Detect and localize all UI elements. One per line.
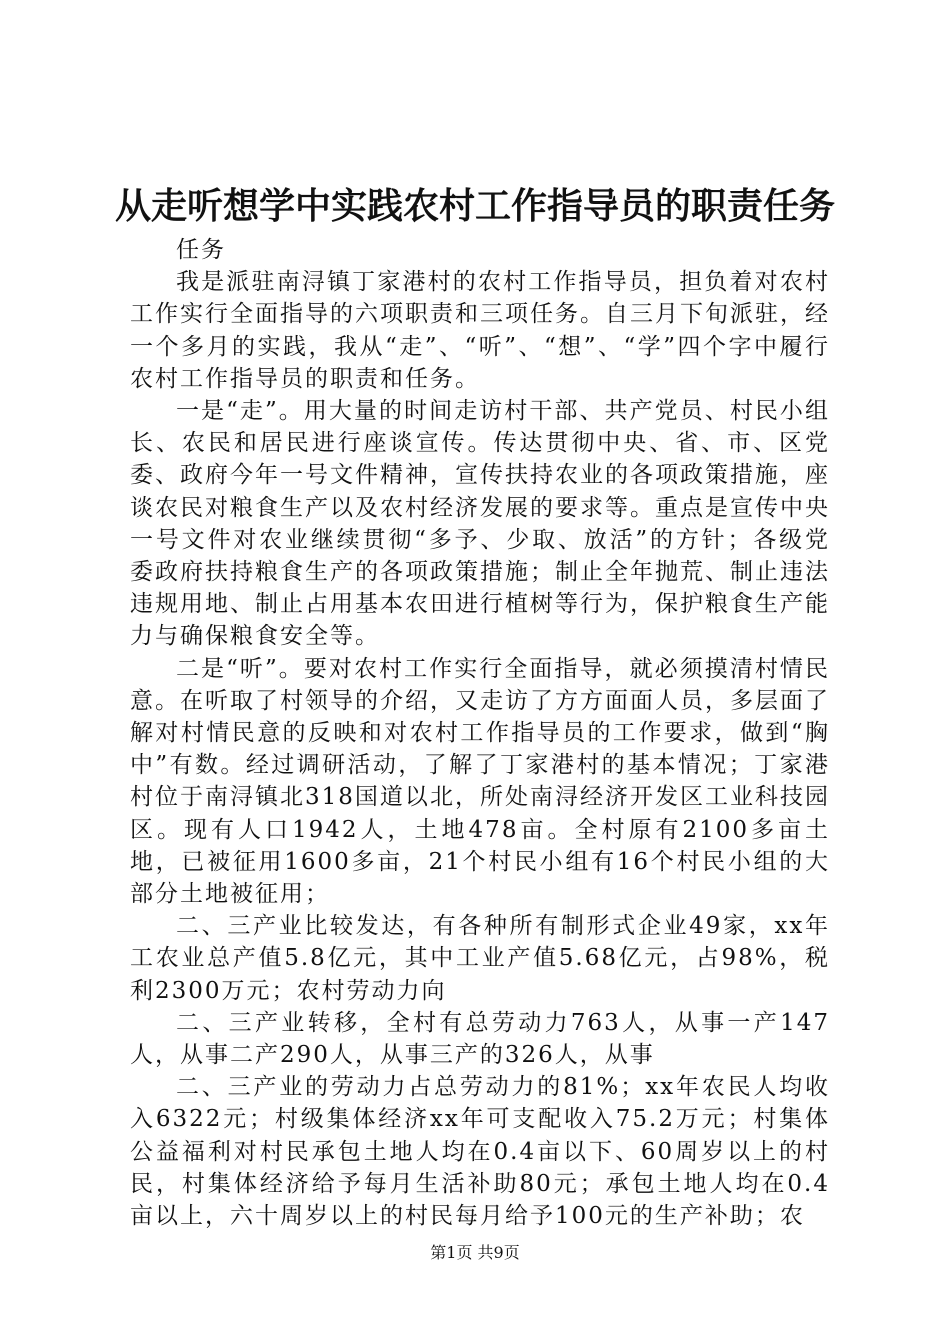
paragraph: 二、三产业比较发达，有各种所有制形式企业49家，xx年工农业总产值5.8亿元，其中工业产值5.68亿元，占98%，税利2300万元；农村劳动力向 bbox=[130, 913, 830, 1004]
paragraph: 二、三产业转移，全村有总劳动力763人，从事一产147人，从事二产290人，从事三产的326人，从事 bbox=[130, 1009, 830, 1069]
paragraph: 任务 bbox=[176, 237, 226, 263]
document-title: 从走听想学中实践农村工作指导员的职责任务 bbox=[114, 186, 835, 227]
page-footer: 第1页 共9页 bbox=[430, 1243, 520, 1262]
document-body bbox=[130, 234, 830, 1232]
paragraph: 一是“走”。用大量的时间走访村干部、共产党员、村民小组长、农民和居民进行座谈宣传。传达贯彻中央、省、市、区党委、政府今年一号文件精神，宣传扶持农业的各项政策措施，座谈农民对粮食生产以及农村经济发展的要求等。重点是宣传中央一号文件对农业继续贯彻“多予、少取、放活”的方针；各级党委政府扶持粮食生产的各项政策措施；制止全年抛荒、制止违法违规用地、制止占用基本农田进行植树等行为，保护粮食生产能力与确保粮食安全等。 bbox=[130, 398, 830, 650]
paragraph: 二、三产业的劳动力占总劳动力的81%；xx年农民人均收入6322元；村级集体经济xx年可支配收入75.2万元；村集体公益福利对村民承包土地人均在0.4亩以下、60周岁以上的村民，村集体经济给予每月生活补助80元；承包土地人均在0.4亩以上，六十周岁以上的村民每月给予100元的生产补助；农 bbox=[130, 1074, 830, 1230]
paragraph: 二是“听”。要对农村工作实行全面指导，就必须摸清村情民意。在听取了村领导的介绍，又走访了方方面面人员，多层面了解对村情民意的反映和对农村工作指导员的工作要求，做到“胸中”有数。经过调研活动，了解了丁家港村的基本情况；丁家港村位于南浔镇北318国道以北，所处南浔经济开发区工业科技园区。现有人口1942人，土地478亩。全村原有2100多亩土地，已被征用1600多亩，21个村民小组有16个村民小组的大部分土地被征用； bbox=[130, 655, 830, 908]
paragraph: 我是派驻南浔镇丁家港村的农村工作指导员，担负着对农村工作实行全面指导的六项职责和三项任务。自三月下旬派驻，经一个多月的实践，我从“走”、“听”、“想”、“学”四个字中履行农村工作指导员的职责和任务。 bbox=[130, 269, 830, 392]
